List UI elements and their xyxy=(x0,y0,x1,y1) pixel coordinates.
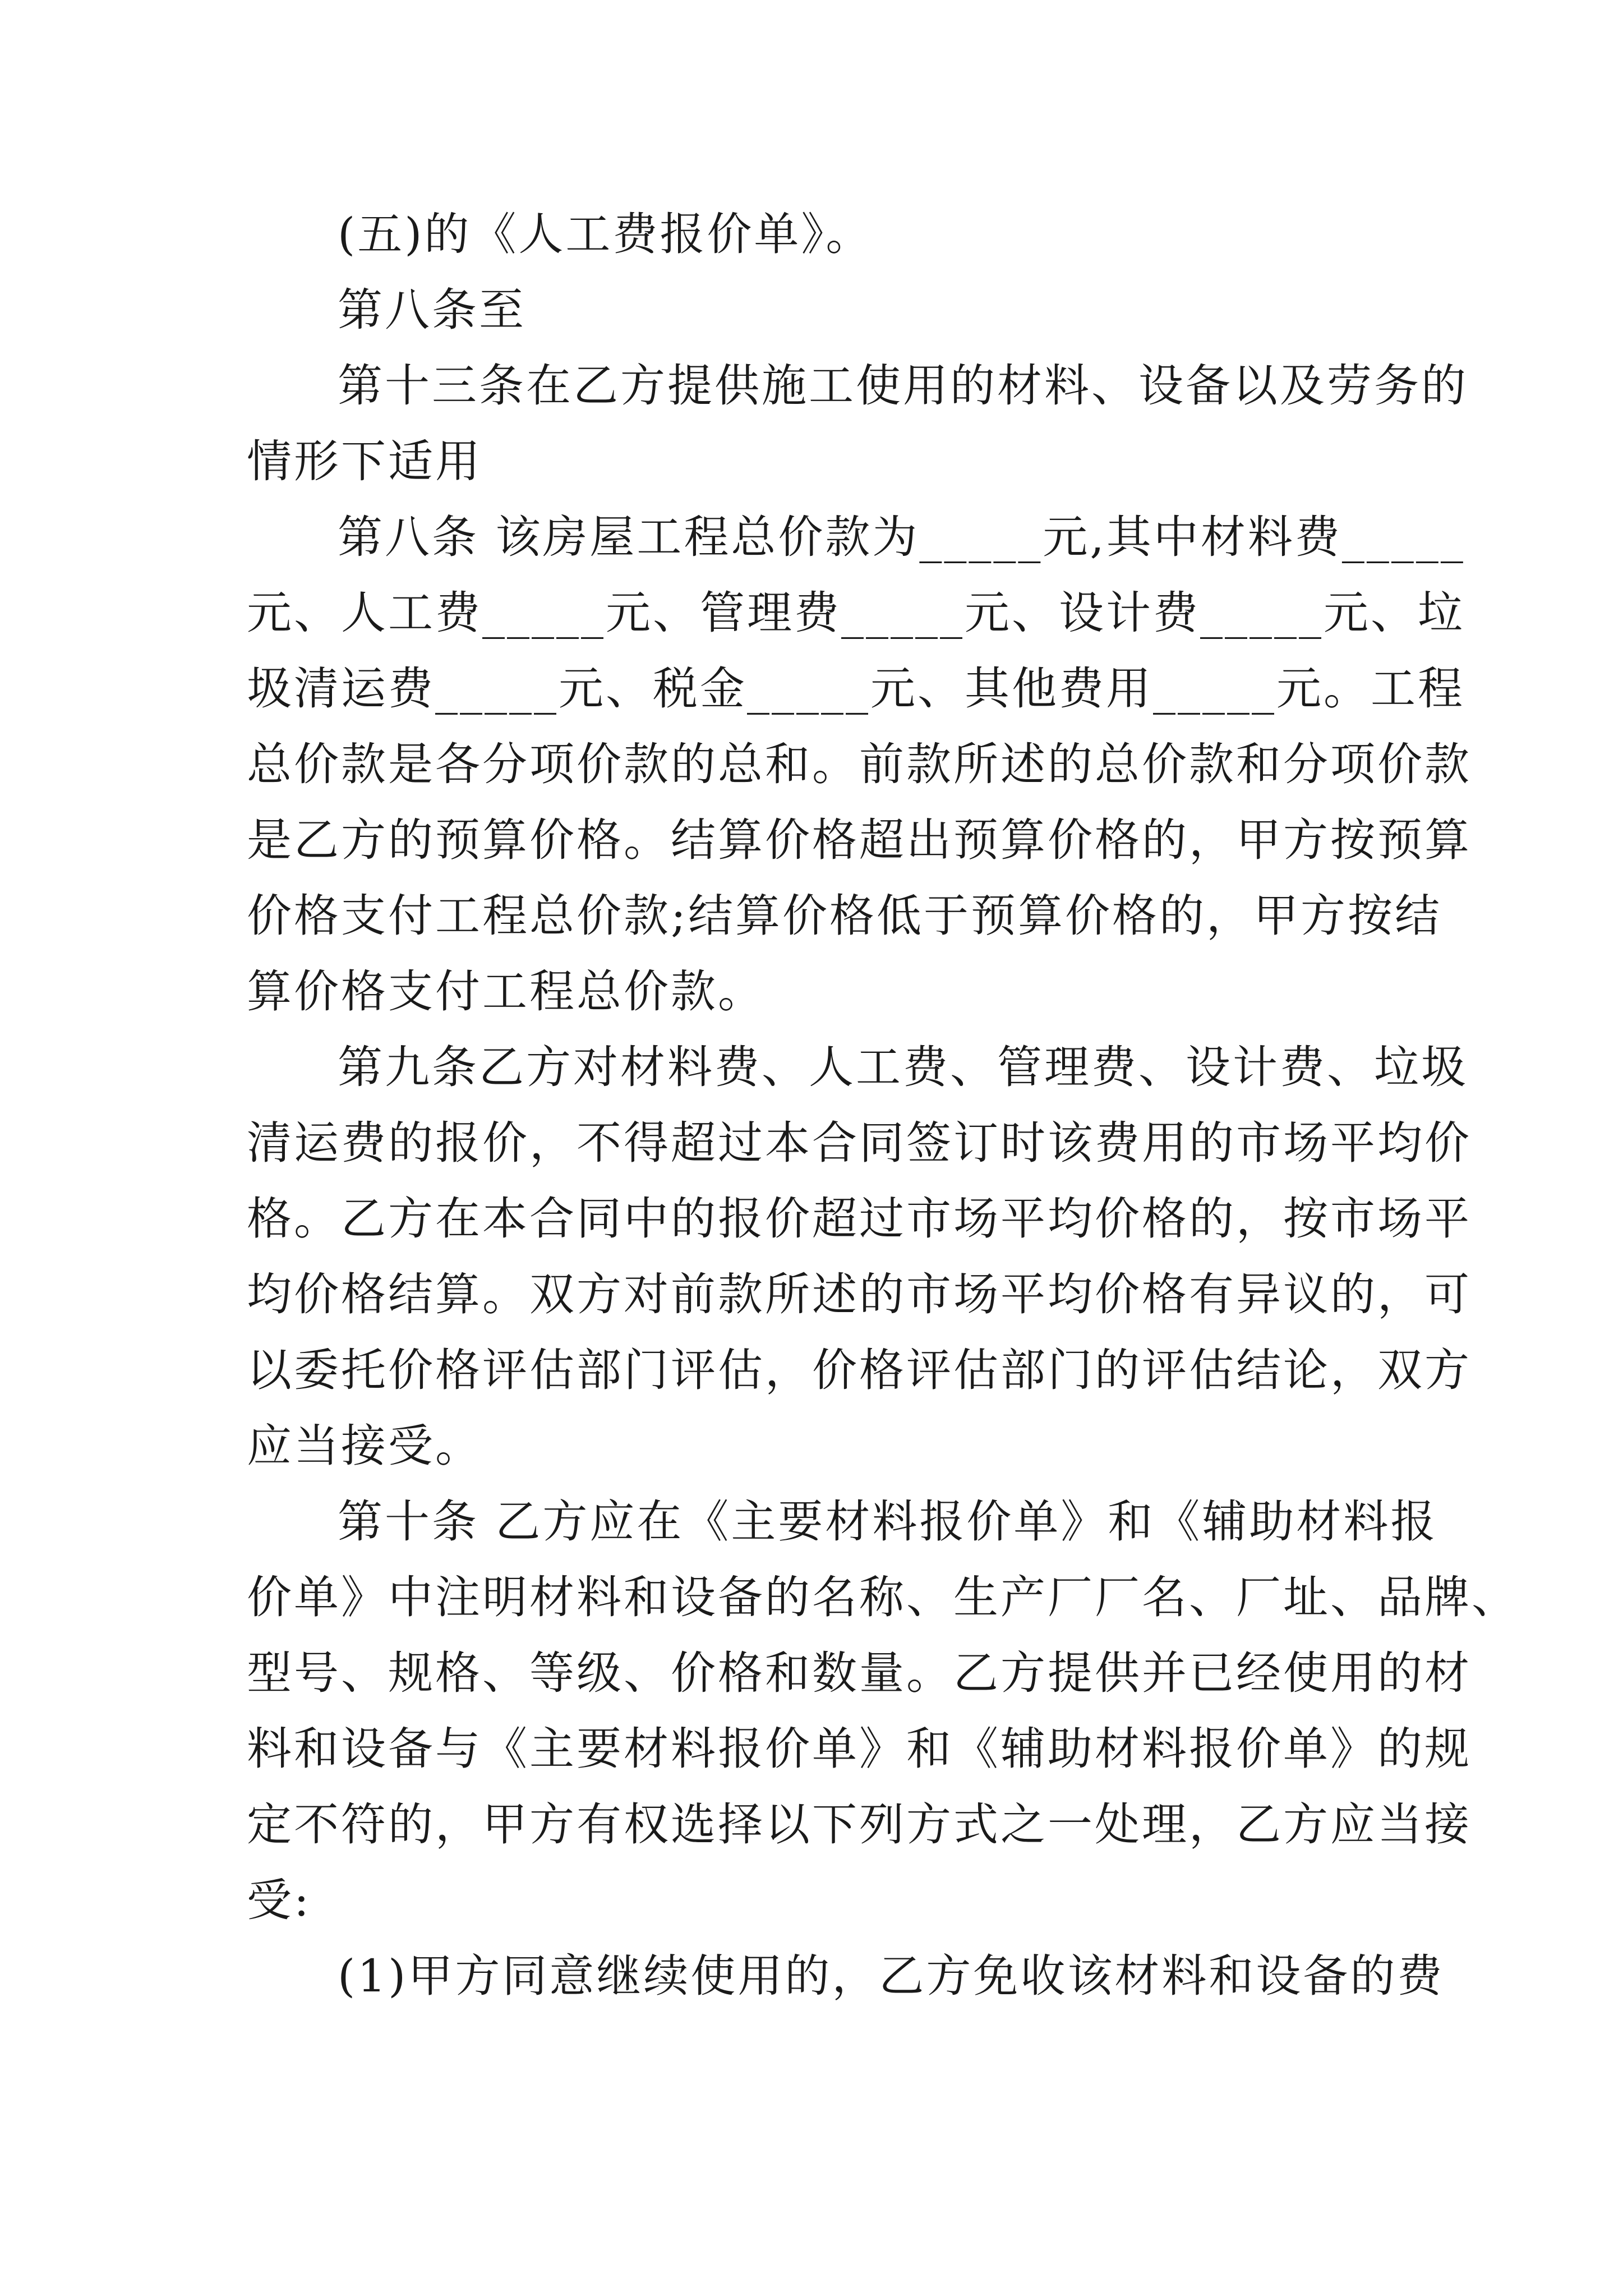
text-line: 第八条 该房屋工程总价款为_____元,其中材料费_____ xyxy=(338,511,1465,563)
text-line: 格。乙方在本合同中的报价超过市场平均价格的，按市场平 xyxy=(247,1193,1472,1245)
text-line: 料和设备与《主要材料报价单》和《辅助材料报价单》的规 xyxy=(247,1723,1472,1775)
text-line: 第十条 乙方应在《主要材料报价单》和《辅助材料报 xyxy=(338,1496,1438,1548)
text-line: 元、人工费_____元、管理费_____元、设计费_____元、垃 xyxy=(247,587,1465,639)
text-line: 价单》中注明材料和设备的名称、生产厂厂名、厂址、品牌、 xyxy=(247,1571,1519,1623)
text-line: (1)甲方同意继续使用的，乙方免收该材料和设备的费 xyxy=(338,1950,1445,2002)
text-line: 第九条乙方对材料费、人工费、管理费、设计费、垃圾 xyxy=(338,1041,1468,1093)
text-line: 价格支付工程总价款;结算价格低于预算价格的，甲方按结 xyxy=(247,890,1442,942)
text-line: 第八条至 xyxy=(338,284,526,336)
text-line: 型号、规格、等级、价格和数量。乙方提供并已经使用的材 xyxy=(247,1647,1472,1699)
text-line: 情形下适用 xyxy=(247,435,482,487)
text-line: 算价格支付工程总价款。 xyxy=(247,965,765,1018)
text-line: 应当接受。 xyxy=(247,1420,482,1472)
text-line: 受: xyxy=(247,1874,311,1926)
text-line: 圾清运费_____元、税金_____元、其他费用_____元。工程 xyxy=(247,662,1465,715)
text-line: 定不符的，甲方有权选择以下列方式之一处理，乙方应当接 xyxy=(247,1798,1472,1851)
text-line: 总价款是各分项价款的总和。前款所述的总价款和分项价款 xyxy=(247,738,1472,790)
text-line: 以委托价格评估部门评估，价格评估部门的评估结论，双方 xyxy=(247,1344,1472,1396)
text-line: 清运费的报价，不得超过本合同签订时该费用的市场平均价 xyxy=(247,1117,1472,1169)
text-line: (五)的《人工费报价单》。 xyxy=(338,208,873,260)
document-body xyxy=(247,196,1519,2014)
text-line: 是乙方的预算价格。结算价格超出预算价格的，甲方按预算 xyxy=(247,814,1472,866)
text-line: 第十三条在乙方提供施工使用的材料、设备以及劳务的 xyxy=(338,360,1468,412)
text-line: 均价格结算。双方对前款所述的市场平均价格有异议的，可 xyxy=(247,1268,1472,1320)
